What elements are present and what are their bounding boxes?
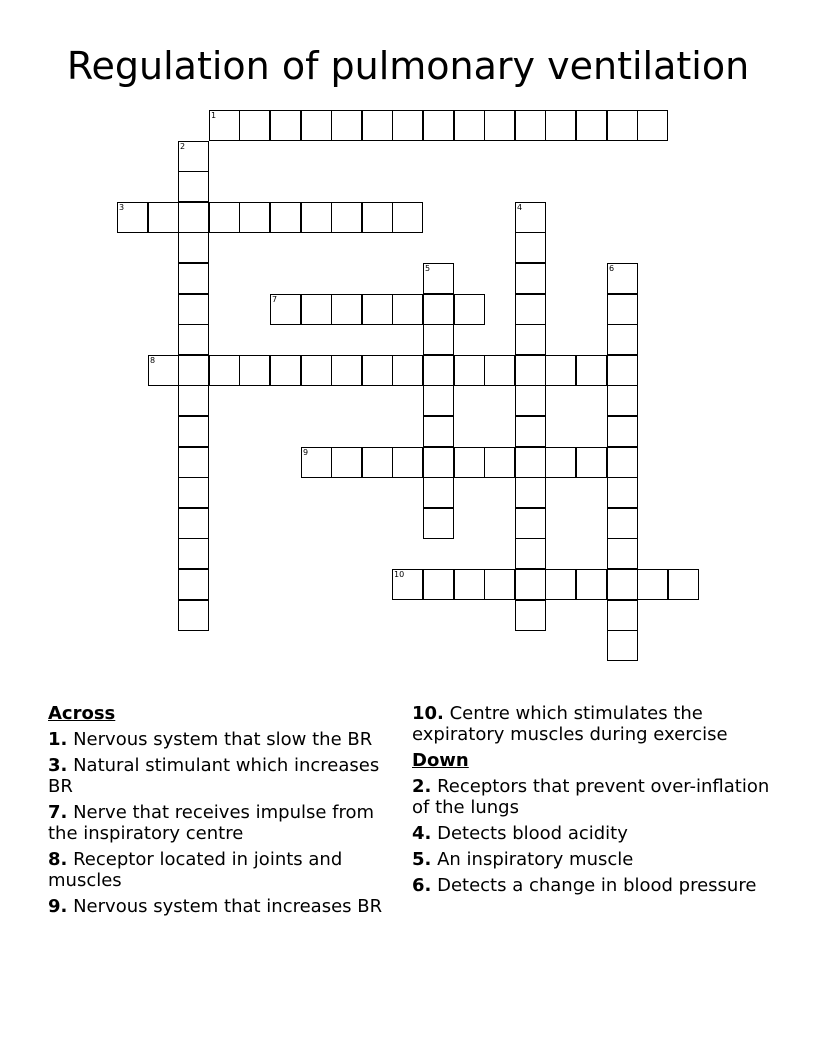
grid-cell[interactable]: [331, 294, 362, 325]
grid-cell[interactable]: [484, 110, 515, 141]
grid-cell[interactable]: [239, 202, 270, 233]
grid-cell[interactable]: [178, 538, 209, 569]
cell-number: 9: [303, 448, 309, 457]
grid-cell[interactable]: [515, 294, 546, 325]
grid-cell[interactable]: [178, 477, 209, 508]
clue-text: Detects a change in blood pressure: [431, 875, 757, 896]
clue-number: 9.: [48, 896, 68, 917]
clue-number: 3.: [48, 755, 68, 776]
grid-cell[interactable]: [178, 447, 209, 478]
grid-cell[interactable]: [301, 355, 332, 386]
grid-cell[interactable]: [515, 110, 546, 141]
grid-cell[interactable]: [607, 630, 638, 661]
puzzle-title: Regulation of pulmonary ventilation: [66, 44, 750, 88]
clue-text: Detects blood acidity: [431, 823, 628, 844]
grid-cell[interactable]: [301, 447, 332, 478]
grid-cell[interactable]: [637, 110, 668, 141]
grid-cell[interactable]: [545, 447, 576, 478]
grid-cell[interactable]: [423, 508, 454, 539]
cell-number: 6: [609, 264, 615, 273]
cell-number: 3: [119, 203, 125, 212]
grid-cell[interactable]: [362, 294, 393, 325]
clue-text: An inspiratory muscle: [431, 849, 634, 870]
grid-cell[interactable]: [423, 477, 454, 508]
grid-cell[interactable]: [515, 569, 546, 600]
grid-cell[interactable]: [148, 355, 179, 386]
grid-cell[interactable]: [270, 110, 301, 141]
grid-cell[interactable]: [270, 202, 301, 233]
grid-cell[interactable]: [607, 600, 638, 631]
grid-cell[interactable]: [607, 263, 638, 294]
clues-left-column: [48, 703, 388, 922]
clue-text: Receptor located in joints and muscles: [48, 849, 343, 891]
grid-cell[interactable]: [423, 263, 454, 294]
clue-down-2: [412, 776, 772, 818]
grid-cell[interactable]: [362, 202, 393, 233]
grid-cell[interactable]: [515, 477, 546, 508]
grid-cell[interactable]: [515, 508, 546, 539]
grid-cell[interactable]: [178, 202, 209, 233]
clue-text: Centre which stimulates the expiratory muscles during exercise: [412, 703, 728, 745]
grid-cell[interactable]: [178, 385, 209, 416]
clue-number: 6.: [412, 875, 432, 896]
grid-cell[interactable]: [178, 600, 209, 631]
grid-cell[interactable]: [454, 110, 485, 141]
grid-cell[interactable]: [607, 324, 638, 355]
grid-cell[interactable]: [454, 294, 485, 325]
grid-cell[interactable]: [423, 355, 454, 386]
cell-number: 7: [272, 295, 278, 304]
grid-cell[interactable]: [668, 569, 699, 600]
grid-cell[interactable]: [301, 202, 332, 233]
grid-cell[interactable]: [454, 355, 485, 386]
grid-cell[interactable]: [423, 294, 454, 325]
grid-cell[interactable]: [301, 110, 332, 141]
grid-cell[interactable]: [423, 110, 454, 141]
clue-across-1: [48, 729, 388, 750]
grid-cell[interactable]: [454, 569, 485, 600]
grid-cell[interactable]: [178, 416, 209, 447]
grid-cell[interactable]: [515, 355, 546, 386]
grid-cell[interactable]: [607, 110, 638, 141]
grid-cell[interactable]: [607, 508, 638, 539]
grid-cell[interactable]: [178, 294, 209, 325]
grid-cell[interactable]: [178, 232, 209, 263]
grid-cell[interactable]: [515, 385, 546, 416]
clue-number: 7.: [48, 802, 68, 823]
grid-cell[interactable]: [484, 355, 515, 386]
grid-cell[interactable]: [515, 324, 546, 355]
grid-cell[interactable]: [515, 232, 546, 263]
grid-cell[interactable]: [515, 416, 546, 447]
grid-cell[interactable]: [423, 569, 454, 600]
clue-number: 8.: [48, 849, 68, 870]
down-heading: Down: [412, 750, 469, 771]
grid-cell[interactable]: [545, 569, 576, 600]
clue-text: Receptors that prevent over-inflation of the lungs: [412, 776, 770, 818]
grid-cell[interactable]: [607, 538, 638, 569]
grid-cell[interactable]: [545, 355, 576, 386]
grid-cell[interactable]: [607, 294, 638, 325]
grid-cell[interactable]: [270, 355, 301, 386]
clue-down-6: [412, 875, 772, 896]
clue-down-5: [412, 849, 772, 870]
grid-cell[interactable]: [607, 416, 638, 447]
grid-cell[interactable]: [423, 385, 454, 416]
grid-cell[interactable]: [515, 600, 546, 631]
grid-cell[interactable]: [423, 324, 454, 355]
cell-number: 5: [425, 264, 431, 273]
across-heading: Across: [48, 703, 116, 724]
clue-text: Nervous system that slow the BR: [67, 729, 373, 750]
grid-cell[interactable]: [423, 447, 454, 478]
clue-across-8: [48, 849, 388, 891]
grid-cell[interactable]: [331, 447, 362, 478]
grid-cell[interactable]: [392, 569, 423, 600]
clue-number: 1.: [48, 729, 68, 750]
grid-cell[interactable]: [331, 202, 362, 233]
grid-cell[interactable]: [178, 263, 209, 294]
grid-cell[interactable]: [423, 416, 454, 447]
clue-text: Nerve that receives impulse from the inspiratory centre: [48, 802, 375, 844]
cell-number: 2: [180, 142, 186, 151]
grid-cell[interactable]: [362, 355, 393, 386]
grid-cell[interactable]: [607, 477, 638, 508]
grid-cell[interactable]: [209, 110, 240, 141]
grid-cell[interactable]: [576, 355, 607, 386]
grid-cell[interactable]: [209, 202, 240, 233]
clue-text: Nervous system that increases BR: [67, 896, 383, 917]
grid-cell[interactable]: [362, 110, 393, 141]
grid-cell[interactable]: [484, 569, 515, 600]
grid-cell[interactable]: [607, 447, 638, 478]
grid-cell[interactable]: [515, 202, 546, 233]
grid-cell[interactable]: [515, 263, 546, 294]
grid-cell[interactable]: [301, 294, 332, 325]
clue-text: Natural stimulant which increases BR: [48, 755, 380, 797]
grid-cell[interactable]: [607, 385, 638, 416]
clue-number: 10.: [412, 703, 444, 724]
grid-cell[interactable]: [331, 355, 362, 386]
grid-cell[interactable]: [576, 447, 607, 478]
grid-cell[interactable]: [178, 508, 209, 539]
clue-across-3: [48, 755, 388, 797]
cell-number: 4: [517, 203, 523, 212]
grid-cell[interactable]: [362, 447, 393, 478]
grid-cell[interactable]: [117, 202, 148, 233]
grid-cell[interactable]: [178, 355, 209, 386]
grid-cell[interactable]: [392, 294, 423, 325]
clue-number: 2.: [412, 776, 432, 797]
grid-cell[interactable]: [607, 569, 638, 600]
grid-cell[interactable]: [515, 538, 546, 569]
grid-cell[interactable]: [454, 447, 485, 478]
grid-cell[interactable]: [576, 110, 607, 141]
grid-cell[interactable]: [270, 294, 301, 325]
grid-cell[interactable]: [484, 447, 515, 478]
grid-cell[interactable]: [607, 355, 638, 386]
clues-right-column: [412, 703, 772, 901]
grid-cell[interactable]: [209, 355, 240, 386]
grid-cell[interactable]: [178, 141, 209, 172]
grid-cell[interactable]: [576, 569, 607, 600]
grid-cell[interactable]: [239, 355, 270, 386]
cell-number: 10: [394, 570, 405, 579]
grid-cell[interactable]: [178, 171, 209, 202]
grid-cell[interactable]: [392, 355, 423, 386]
grid-cell[interactable]: [392, 110, 423, 141]
clue-across-9: [48, 896, 388, 917]
grid-cell[interactable]: [392, 447, 423, 478]
grid-cell[interactable]: [637, 569, 668, 600]
grid-cell[interactable]: [392, 202, 423, 233]
grid-cell[interactable]: [545, 110, 576, 141]
clue-down-4: [412, 823, 772, 844]
clue-across-10: [412, 703, 772, 745]
grid-cell[interactable]: [178, 569, 209, 600]
cell-number: 1: [211, 111, 217, 120]
grid-cell[interactable]: [515, 447, 546, 478]
grid-cell[interactable]: [148, 202, 179, 233]
cell-number: 8: [150, 356, 156, 365]
clue-number: 5.: [412, 849, 432, 870]
clue-number: 4.: [412, 823, 432, 844]
grid-cell[interactable]: [178, 324, 209, 355]
clue-across-7: [48, 802, 388, 844]
grid-cell[interactable]: [331, 110, 362, 141]
grid-cell[interactable]: [239, 110, 270, 141]
